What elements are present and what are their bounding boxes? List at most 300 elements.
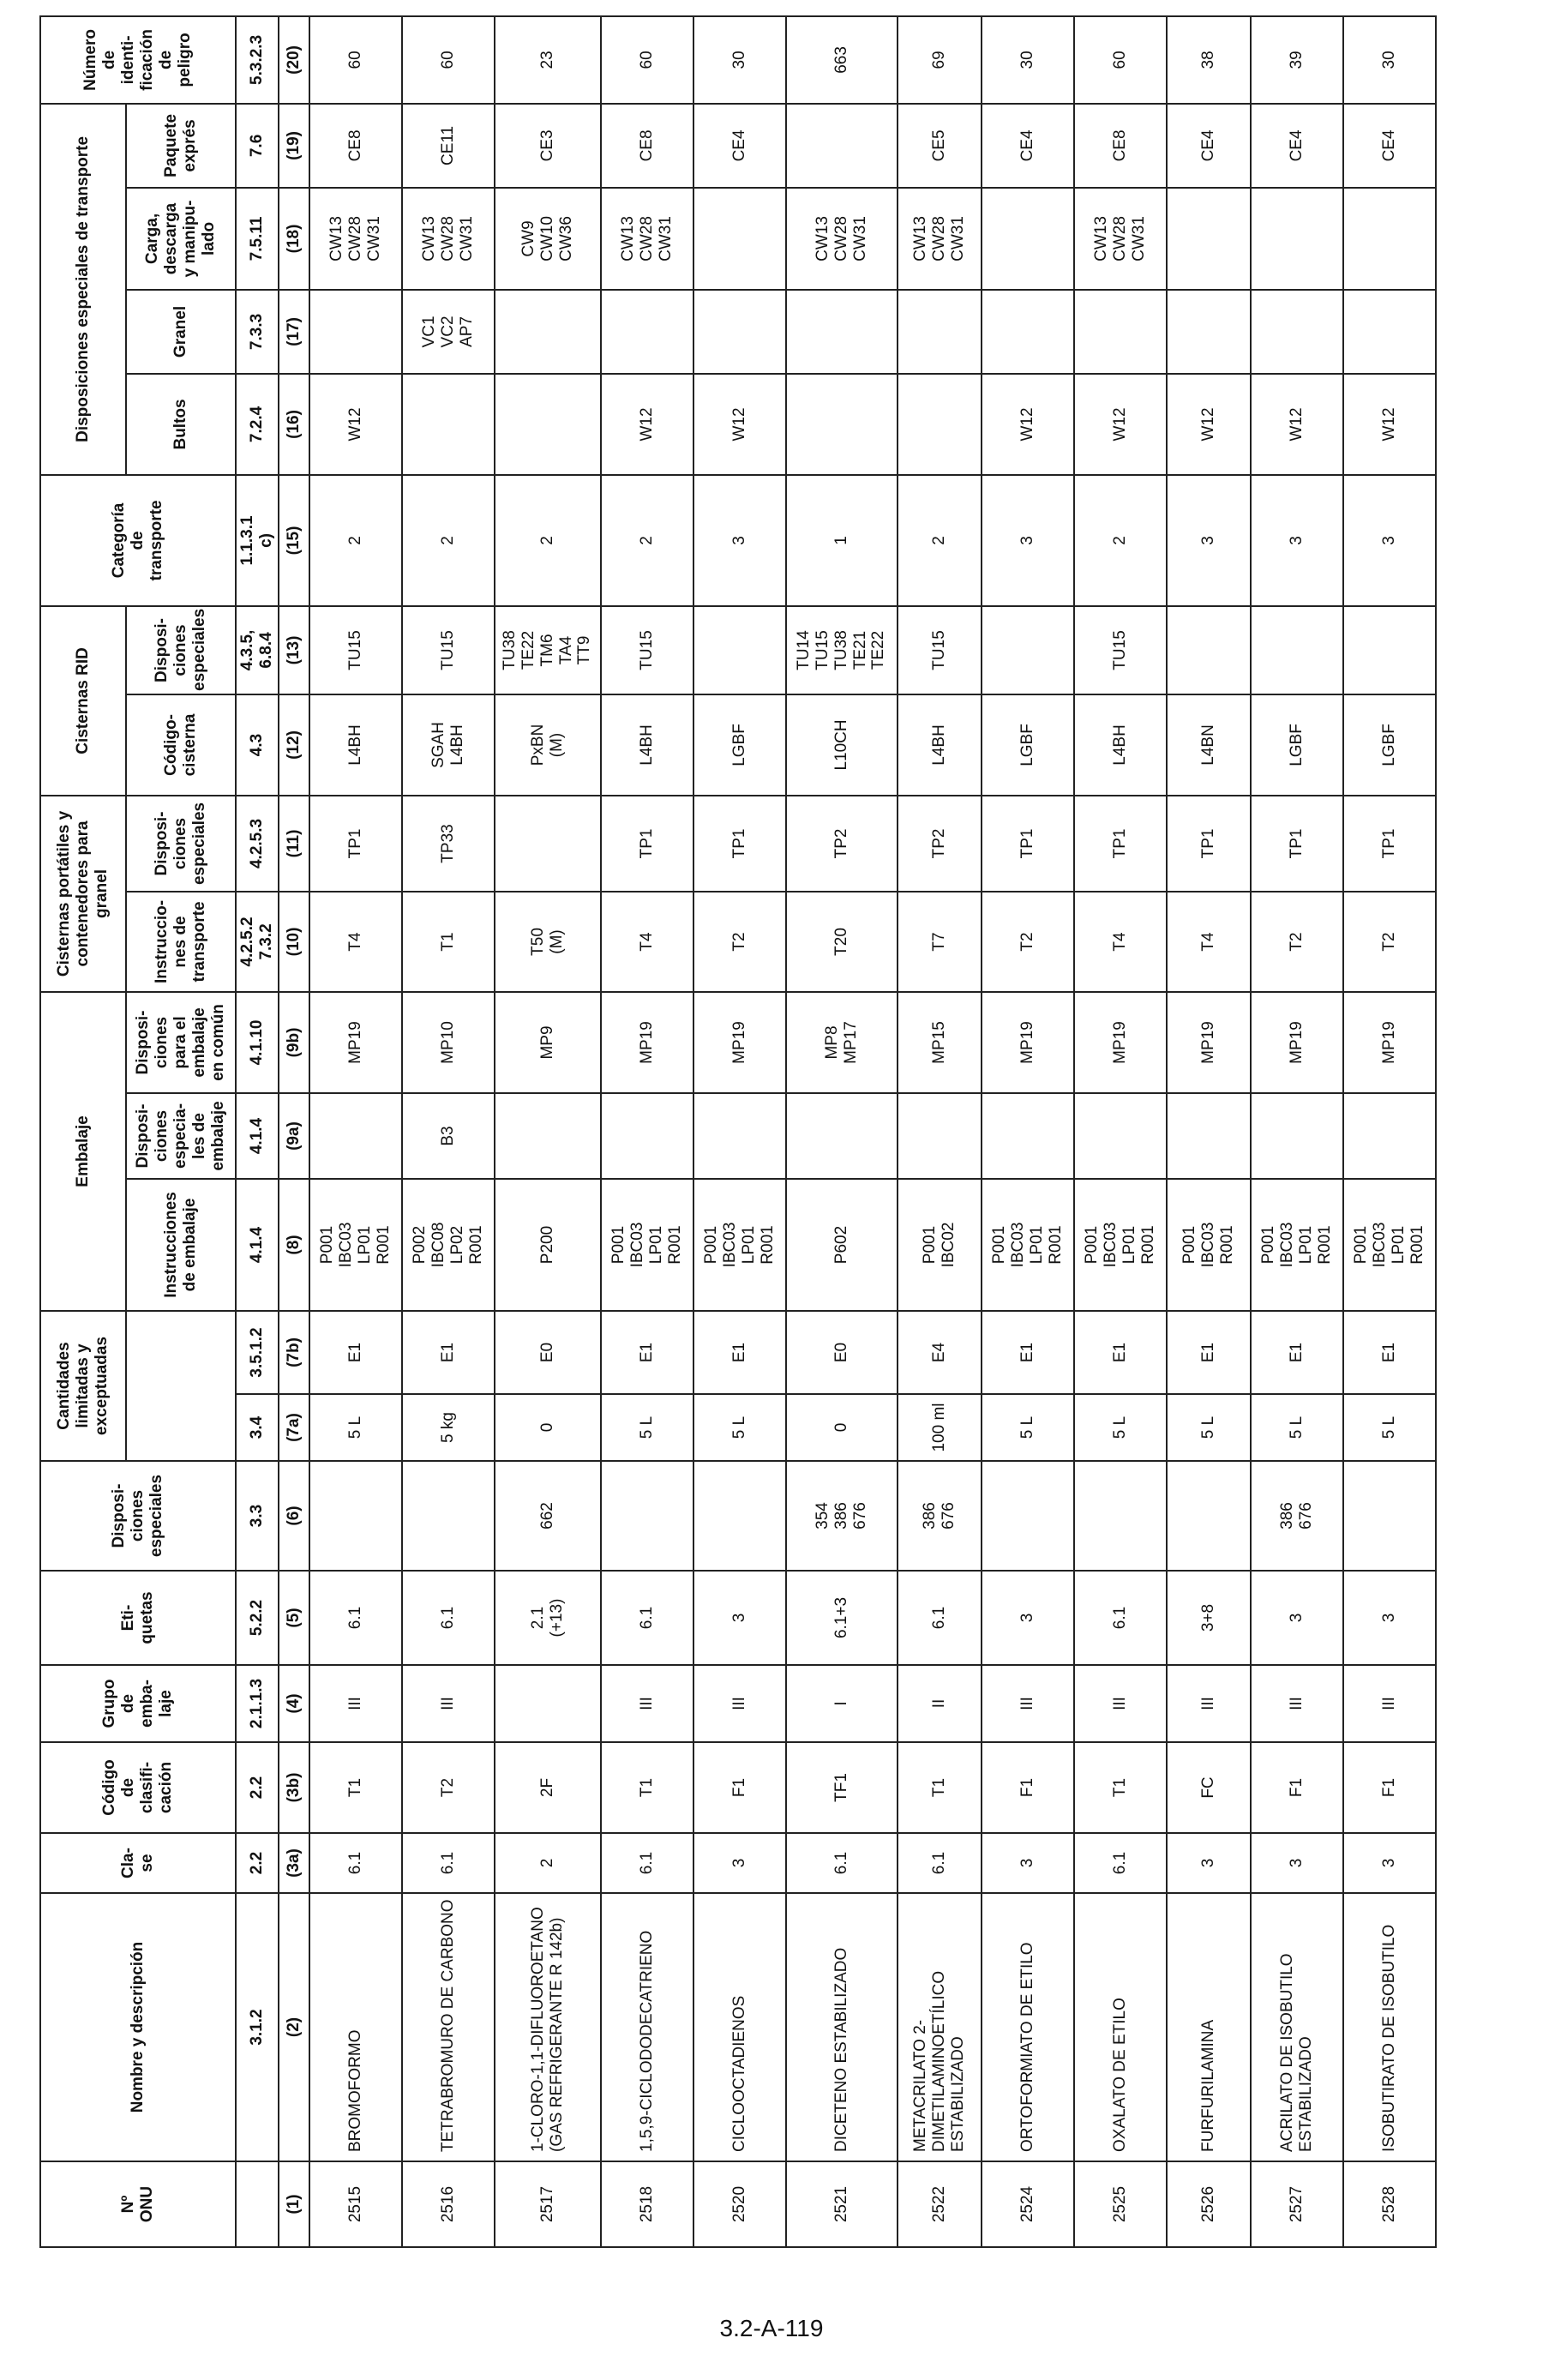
un-number-cell: 2528 (1343, 2161, 1436, 2247)
header-class: Cla- se (40, 1833, 236, 1893)
table-cell: III (693, 1665, 786, 1742)
table-cell: T4 (309, 892, 402, 992)
table-cell: MP19 (601, 992, 693, 1093)
column-number-cell: (17) (279, 290, 309, 374)
table-cell (693, 290, 786, 374)
table-cell: MP19 (693, 992, 786, 1093)
table-cell (495, 1093, 601, 1179)
table-cell: CW13 CW28 CW31 (1074, 188, 1167, 290)
table-cell: T2 (982, 892, 1074, 992)
table-cell: TU15 (1074, 606, 1167, 694)
table-cell: 3 (693, 1571, 786, 1665)
table-cell (495, 290, 601, 374)
table-cell: 60 (1074, 16, 1167, 104)
table-cell: W12 (309, 374, 402, 475)
table-cell: 2.1 (+13) (495, 1571, 601, 1665)
table-cell: 354 386 676 (786, 1461, 898, 1571)
table-row (1251, 16, 1343, 2247)
table-cell: MP10 (402, 992, 495, 1093)
table-row (1343, 16, 1436, 2247)
reference-cell: 5.2.2 (236, 1571, 279, 1665)
header-bulk: Granel (126, 290, 236, 374)
column-number-cell: (1) (279, 2161, 309, 2247)
table-cell: W12 (1343, 374, 1436, 475)
table-cell (898, 290, 982, 374)
substance-name-cell: OXALATO DE ETILO (1074, 1893, 1167, 2161)
un-number-cell: 2522 (898, 2161, 982, 2247)
table-cell: MP15 (898, 992, 982, 1093)
table-cell: 6.1 (402, 1833, 495, 1893)
header-special-transport: Disposiciones especiales de transporte (40, 104, 126, 475)
table-cell: 0 (786, 1394, 898, 1461)
header-classification-code: Código de clasifi- cación (40, 1742, 236, 1833)
table-cell: PxBN (M) (495, 694, 601, 796)
table-cell (982, 188, 1074, 290)
table-cell: 5 L (1167, 1394, 1251, 1461)
table-cell: 2 (402, 475, 495, 606)
table-cell: T20 (786, 892, 898, 992)
un-number-cell: 2520 (693, 2161, 786, 2247)
table-cell: 3 (693, 475, 786, 606)
table-cell: II (898, 1665, 982, 1742)
table-cell: T1 (402, 892, 495, 992)
table-cell: P001 IBC03 LP01 R001 (693, 1179, 786, 1311)
table-cell: TU15 (898, 606, 982, 694)
table-cell: CE4 (1167, 104, 1251, 188)
table-cell: P001 IBC03 LP01 R001 (601, 1179, 693, 1311)
reference-cell: 5.3.2.3 (236, 16, 279, 104)
table-cell: 2 (1074, 475, 1167, 606)
reference-cell: 7.6 (236, 104, 279, 188)
table-cell: MP19 (1167, 992, 1251, 1093)
table-cell: SGAH L4BH (402, 694, 495, 796)
reference-cell: 4.3.5, 6.8.4 (236, 606, 279, 694)
table-cell: E1 (601, 1311, 693, 1394)
table-cell: CE4 (1251, 104, 1343, 188)
table-cell: CW9 CW10 CW36 (495, 188, 601, 290)
table-cell (693, 606, 786, 694)
table-row (693, 16, 786, 2247)
table-cell: T4 (601, 892, 693, 992)
reference-cell (236, 2161, 279, 2247)
reference-cell: 4.3 (236, 694, 279, 796)
table-cell: III (982, 1665, 1074, 1742)
table-cell (1343, 606, 1436, 694)
reference-cell: 4.1.4 (236, 1093, 279, 1179)
table-cell: TP1 (1167, 796, 1251, 892)
table-cell (309, 1461, 402, 1571)
table-cell: E1 (1074, 1311, 1167, 1394)
header-limited-blank (126, 1311, 236, 1461)
table-row (898, 16, 982, 2247)
table-cell: 60 (601, 16, 693, 104)
table-cell: 23 (495, 16, 601, 104)
un-number-cell: 2525 (1074, 2161, 1167, 2247)
header-transport-category: Categoría de transporte (40, 475, 236, 606)
substance-name-cell: CICLOOCTADIENOS (693, 1893, 786, 2161)
table-cell: F1 (1251, 1742, 1343, 1833)
table-cell: 6.1 (309, 1571, 402, 1665)
table-cell: 6.1 (786, 1833, 898, 1893)
table-cell: F1 (982, 1742, 1074, 1833)
column-number-cell: (3b) (279, 1742, 309, 1833)
table-cell: W12 (693, 374, 786, 475)
table-cell (402, 374, 495, 475)
reference-cell: 7.5.11 (236, 188, 279, 290)
table-cell: CW13 CW28 CW31 (786, 188, 898, 290)
table-cell: 2 (898, 475, 982, 606)
table-cell: 3 (982, 1571, 1074, 1665)
header-packing-special: Disposi- ciones especia- les de embalaje (126, 1093, 236, 1179)
table-cell (1343, 290, 1436, 374)
reference-cell: 7.3.3 (236, 290, 279, 374)
table-cell: CW13 CW28 CW31 (898, 188, 982, 290)
table-cell: 386 676 (898, 1461, 982, 1571)
table-cell: P001 IBC02 (898, 1179, 982, 1311)
table-cell: P602 (786, 1179, 898, 1311)
table-cell: TP33 (402, 796, 495, 892)
un-number-cell: 2526 (1167, 2161, 1251, 2247)
table-row (1167, 16, 1251, 2247)
table-cell: LGBF (693, 694, 786, 796)
table-cell (1167, 1093, 1251, 1179)
table-row (1074, 16, 1167, 2247)
un-number-cell: 2524 (982, 2161, 1074, 2247)
header-packing-instructions: Instrucciones de embalaje (126, 1179, 236, 1311)
header-rid-tanks: Cisternas RID (40, 606, 126, 796)
table-cell: 6.1 (1074, 1571, 1167, 1665)
table-cell (1167, 188, 1251, 290)
header-hazard-id: Número de identi- ficación de peligro (40, 16, 236, 104)
table-cell: 662 (495, 1461, 601, 1571)
table-cell: LGBF (1251, 694, 1343, 796)
table-cell: W12 (601, 374, 693, 475)
table-cell: E0 (786, 1311, 898, 1394)
table-cell (1251, 290, 1343, 374)
dangerous-goods-table (39, 15, 1437, 2248)
table-cell: B3 (402, 1093, 495, 1179)
table-cell: TU15 (601, 606, 693, 694)
table-cell: TP1 (1251, 796, 1343, 892)
table-cell: CW13 CW28 CW31 (601, 188, 693, 290)
table-cell: E1 (1343, 1311, 1436, 1394)
table-cell: TU15 (402, 606, 495, 694)
table-cell: P200 (495, 1179, 601, 1311)
table-cell: P001 IBC03 LP01 R001 (982, 1179, 1074, 1311)
table-cell: P001 IBC03 R001 (1167, 1179, 1251, 1311)
table-cell: 6.1 (898, 1571, 982, 1665)
table-cell: 6.1 (1074, 1833, 1167, 1893)
table-cell (1167, 290, 1251, 374)
table-cell: 3 (1343, 1571, 1436, 1665)
header-loading: Carga, descarga y manipu- lado (126, 188, 236, 290)
table-cell: III (1251, 1665, 1343, 1742)
table-cell: 3 (693, 1833, 786, 1893)
header-un-no: Nº ONU (40, 2161, 236, 2247)
table-cell: E1 (1251, 1311, 1343, 1394)
table-cell: CE5 (898, 104, 982, 188)
reference-cell: 3.1.2 (236, 1893, 279, 2161)
table-cell: 6.1 (601, 1833, 693, 1893)
table-cell: TF1 (786, 1742, 898, 1833)
table-cell: III (309, 1665, 402, 1742)
substance-name-cell: METACRILATO 2-DIMETILAMINOETÍLICO ESTABILIZADO (898, 1893, 982, 2161)
table-cell: MP19 (1251, 992, 1343, 1093)
table-cell: TP2 (898, 796, 982, 892)
reference-cell: 2.2 (236, 1833, 279, 1893)
table-cell: L4BN (1167, 694, 1251, 796)
header-tank-code: Código- cisterna (126, 694, 236, 796)
table-cell: E1 (1167, 1311, 1251, 1394)
table-cell: T2 (693, 892, 786, 992)
reference-cell: 4.1.4 (236, 1179, 279, 1311)
reference-cell: 4.2.5.3 (236, 796, 279, 892)
column-number-cell: (2) (279, 1893, 309, 2161)
table-cell: L10CH (786, 694, 898, 796)
column-number-cell: (11) (279, 796, 309, 892)
column-number-cell: (6) (279, 1461, 309, 1571)
reference-cell: 1.1.3.1 c) (236, 475, 279, 606)
table-cell (495, 796, 601, 892)
table-cell: 5 kg (402, 1394, 495, 1461)
table-cell: T4 (1074, 892, 1167, 992)
table-cell (982, 290, 1074, 374)
table-cell (1167, 606, 1251, 694)
table-cell: 3 (1343, 475, 1436, 606)
table-cell: 2 (601, 475, 693, 606)
table-cell: E1 (693, 1311, 786, 1394)
table-cell: L4BH (601, 694, 693, 796)
substance-name-cell: 1-CLORO-1,1-DIFLUOROETANO (GAS REFRIGERANTE R 142b) (495, 1893, 601, 2161)
table-cell: 3 (1167, 1833, 1251, 1893)
page-number: 3.2-A-119 (719, 2315, 824, 2341)
column-number-cell: (18) (279, 188, 309, 290)
table-cell: III (1074, 1665, 1167, 1742)
table-cell: 30 (1343, 16, 1436, 104)
table-cell (601, 1093, 693, 1179)
table-cell (786, 104, 898, 188)
table-cell: III (1167, 1665, 1251, 1742)
header-portable-tanks: Cisternas portátiles y contenedores para granel (40, 796, 126, 992)
table-cell (601, 1461, 693, 1571)
table-cell: P001 IBC03 LP01 R001 (1074, 1179, 1167, 1311)
table-cell: 663 (786, 16, 898, 104)
header-portable-special: Disposi- ciones especiales (126, 796, 236, 892)
table-cell: CE4 (693, 104, 786, 188)
column-number-cell: (13) (279, 606, 309, 694)
table-cell (693, 1461, 786, 1571)
table-cell: W12 (1167, 374, 1251, 475)
table-cell: P001 IBC03 LP01 R001 (1251, 1179, 1343, 1311)
table-cell: LGBF (1343, 694, 1436, 796)
table-cell: 2 (495, 1833, 601, 1893)
table-cell (1251, 606, 1343, 694)
reference-cell: 4.1.10 (236, 992, 279, 1093)
table-cell (601, 290, 693, 374)
header-labels: Eti- quetas (40, 1571, 236, 1665)
table-cell: TU15 (309, 606, 402, 694)
table-cell (693, 188, 786, 290)
table-cell (982, 606, 1074, 694)
table-row (982, 16, 1074, 2247)
table-cell: 3 (982, 1833, 1074, 1893)
column-number-cell: (20) (279, 16, 309, 104)
table-cell: 30 (693, 16, 786, 104)
column-number-cell: (10) (279, 892, 309, 992)
table-cell: 5 L (982, 1394, 1074, 1461)
header-packages: Bultos (126, 374, 236, 475)
table-cell: 6.1 (309, 1833, 402, 1893)
table-cell: 386 676 (1251, 1461, 1343, 1571)
column-number-cell: (16) (279, 374, 309, 475)
table-cell: 38 (1167, 16, 1251, 104)
table-row (601, 16, 693, 2247)
table-cell (898, 374, 982, 475)
table-cell: T7 (898, 892, 982, 992)
table-row (402, 16, 495, 2247)
table-cell (1343, 1093, 1436, 1179)
substance-name-cell: BROMOFORMO (309, 1893, 402, 2161)
table-cell: 3 (1251, 475, 1343, 606)
table-cell (786, 1093, 898, 1179)
table-cell: 69 (898, 16, 982, 104)
table-cell: P002 IBC08 LP02 R001 (402, 1179, 495, 1311)
table-cell (982, 1093, 1074, 1179)
header-packing-group: Grupo de emba- laje (40, 1665, 236, 1742)
table-cell: 60 (309, 16, 402, 104)
table-cell (1167, 1461, 1251, 1571)
table-cell: L4BH (1074, 694, 1167, 796)
table-cell (1074, 1461, 1167, 1571)
table-cell: CE8 (1074, 104, 1167, 188)
un-number-cell: 2516 (402, 2161, 495, 2247)
column-number-cell: (7b) (279, 1311, 309, 1394)
table-cell: 2 (309, 475, 402, 606)
table-cell: P001 IBC03 LP01 R001 (309, 1179, 402, 1311)
column-number-cell: (5) (279, 1571, 309, 1665)
table-cell (898, 1093, 982, 1179)
table-cell: TP1 (601, 796, 693, 892)
table-row (495, 16, 601, 2247)
table-cell: CE3 (495, 104, 601, 188)
reference-cell: 2.2 (236, 1742, 279, 1833)
header-mixed-packing: Disposi- ciones para el embalaje en común (126, 992, 236, 1093)
table-cell: 0 (495, 1394, 601, 1461)
table-cell: 5 L (693, 1394, 786, 1461)
table-cell: W12 (1074, 374, 1167, 475)
reference-cell: 3.5.1.2 (236, 1311, 279, 1394)
table-cell: CE4 (1343, 104, 1436, 188)
table-cell: W12 (1251, 374, 1343, 475)
substance-name-cell: TETRABROMURO DE CARBONO (402, 1893, 495, 2161)
table-cell: III (402, 1665, 495, 1742)
header-special-provisions: Disposi- ciones especiales (40, 1461, 236, 1571)
table-cell (309, 1093, 402, 1179)
table-cell: TU14 TU15 TU38 TE21 TE22 (786, 606, 898, 694)
table-cell: T4 (1167, 892, 1251, 992)
table-cell: T1 (309, 1742, 402, 1833)
table-cell: L4BH (898, 694, 982, 796)
table-cell: F1 (1343, 1742, 1436, 1833)
table-cell (1074, 1093, 1167, 1179)
table-cell: TP1 (1074, 796, 1167, 892)
table-cell: CE8 (601, 104, 693, 188)
substance-name-cell: ORTOFORMIATO DE ETILO (982, 1893, 1074, 2161)
table-cell: CE4 (982, 104, 1074, 188)
un-number-cell: 2521 (786, 2161, 898, 2247)
table-cell: III (1343, 1665, 1436, 1742)
table-cell: MP19 (1074, 992, 1167, 1093)
table-cell: T1 (601, 1742, 693, 1833)
column-number-cell: (4) (279, 1665, 309, 1742)
column-number-cell: (7a) (279, 1394, 309, 1461)
header-packaging: Embalaje (40, 992, 126, 1311)
header-name: Nombre y descripción (40, 1893, 236, 2161)
substance-name-cell: ACRILATO DE ISOBUTILO ESTABILIZADO (1251, 1893, 1343, 2161)
table-cell: VC1 VC2 AP7 (402, 290, 495, 374)
table-cell: TP1 (693, 796, 786, 892)
table-cell: LGBF (982, 694, 1074, 796)
table-cell: 5 L (309, 1394, 402, 1461)
table-cell: 5 L (1251, 1394, 1343, 1461)
table-cell: 100 ml (898, 1394, 982, 1461)
un-number-cell: 2517 (495, 2161, 601, 2247)
table-cell (1074, 290, 1167, 374)
table-cell (309, 290, 402, 374)
table-cell: 6.1 (601, 1571, 693, 1665)
header-limited-quantities: Cantidades limitadas y exceptuadas (40, 1311, 126, 1461)
table-cell: CE8 (309, 104, 402, 188)
column-number-cell: (19) (279, 104, 309, 188)
table-cell: T1 (898, 1742, 982, 1833)
table-cell: 5 L (1074, 1394, 1167, 1461)
table-cell: 3+8 (1167, 1571, 1251, 1665)
table-cell: E1 (309, 1311, 402, 1394)
table-cell: T2 (1251, 892, 1343, 992)
table-cell: CW13 CW28 CW31 (309, 188, 402, 290)
column-number-cell: (15) (279, 475, 309, 606)
table-cell: MP9 (495, 992, 601, 1093)
table-cell: 2F (495, 1742, 601, 1833)
table-cell: CW13 CW28 CW31 (402, 188, 495, 290)
table-cell: E0 (495, 1311, 601, 1394)
reference-row (236, 16, 279, 2247)
reference-cell: 7.2.4 (236, 374, 279, 475)
table-cell: TU38 TE22 TM6 TA4 TT9 (495, 606, 601, 694)
reference-cell: 3.3 (236, 1461, 279, 1571)
table-cell: 60 (402, 16, 495, 104)
table-cell: 2 (495, 475, 601, 606)
column-number-cell: (3a) (279, 1833, 309, 1893)
table-cell: 39 (1251, 16, 1343, 104)
table-cell: P001 IBC03 LP01 R001 (1343, 1179, 1436, 1311)
table-cell: 6.1+3 (786, 1571, 898, 1665)
substance-name-cell: FURFURILAMINA (1167, 1893, 1251, 2161)
substance-name-cell: 1,5,9-CICLODODECATRIENO (601, 1893, 693, 2161)
un-number-cell: 2527 (1251, 2161, 1343, 2247)
substance-name-cell: ISOBUTIRATO DE ISOBUTILO (1343, 1893, 1436, 2161)
table-cell: 6.1 (402, 1571, 495, 1665)
column-number-cell: (8) (279, 1179, 309, 1311)
table-cell: W12 (982, 374, 1074, 475)
table-cell (495, 374, 601, 475)
table-cell: I (786, 1665, 898, 1742)
table-cell (693, 1093, 786, 1179)
reference-cell: 2.1.1.3 (236, 1665, 279, 1742)
header-express: Paquete exprés (126, 104, 236, 188)
dangerous-goods-table-rotated (39, 17, 1426, 2248)
table-cell (1343, 188, 1436, 290)
